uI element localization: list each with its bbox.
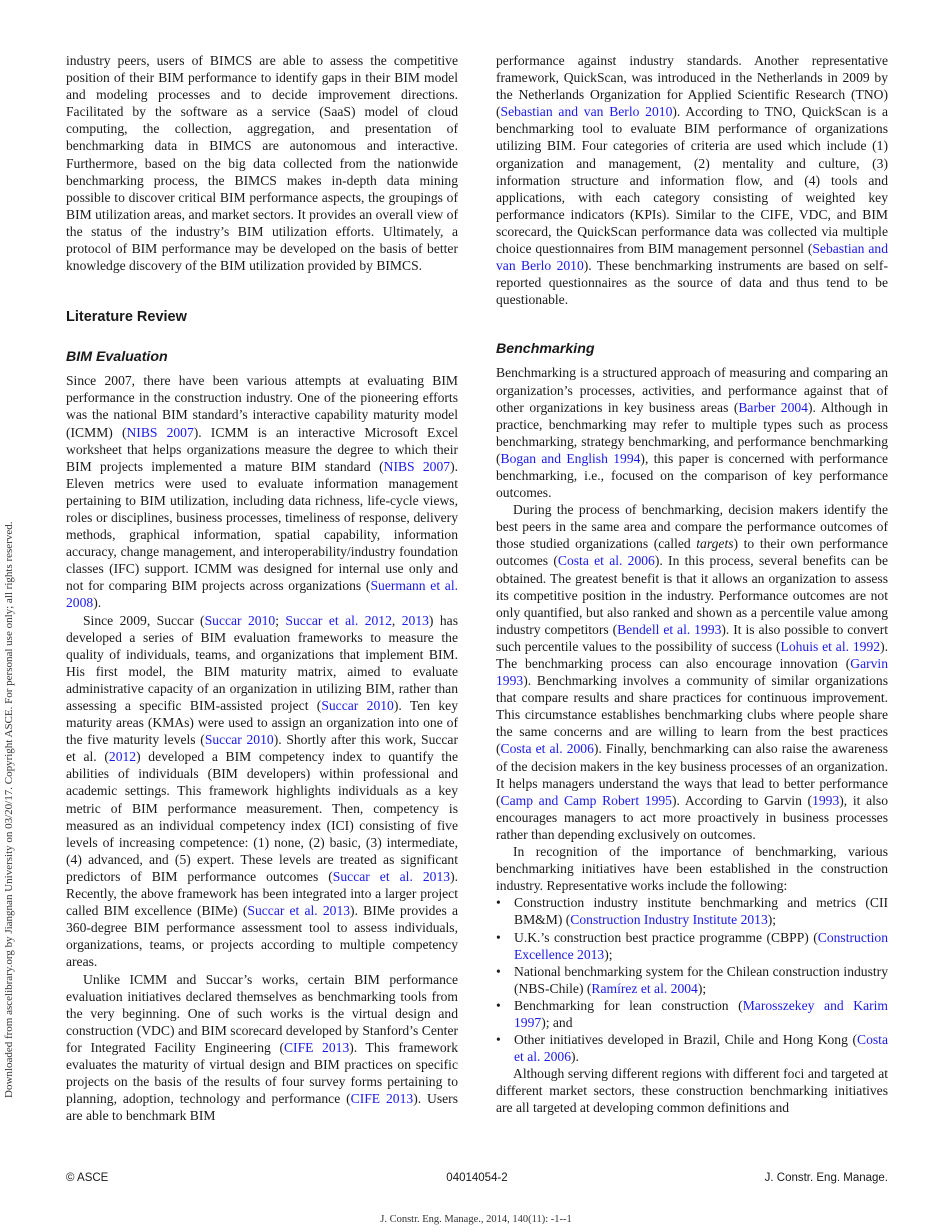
page-footer	[66, 1172, 888, 1188]
list-item	[496, 997, 888, 1031]
text-run: During the process of benchmarking, decision makers identify the best peers in the same area and compare the performance outcomes of those studied organizations (called	[496, 502, 888, 552]
subsection-heading-bim-evaluation: BIM Evaluation	[66, 349, 168, 366]
text-run: );	[767, 912, 777, 928]
text-run: ). Shortly after this work, Succar et al. (	[66, 732, 458, 765]
text-run: ); and	[541, 1014, 573, 1030]
text-run: performance against industry standards. Another representative framework, QuickScan, was introduced in the Netherlands in 2009 by the Netherlands Organization for Applied Scientific Research (TNO) (	[496, 53, 888, 120]
citation-link[interactable]: 2012	[108, 749, 137, 765]
section-heading-literature-review: Literature Review	[66, 309, 187, 326]
citation-link[interactable]: Suermann et al. 2008	[66, 578, 459, 611]
text-run: ,	[391, 612, 402, 628]
bullet-icon: •	[496, 997, 501, 1013]
bullet-icon: •	[496, 929, 501, 945]
download-notice: Downloaded from ascelibrary.org by Jiangnan University on 03/20/17. Copyright ASCE. For personal use only; all rights reserved.	[3, 521, 15, 1098]
citation-link[interactable]: Succar et al. 2012	[285, 612, 392, 628]
text-run: ).	[571, 1049, 579, 1065]
text-run: ). The benchmarking process can also encourage innovation (	[496, 638, 888, 671]
text-run: ). Eleven metrics were used to evaluate information management pertaining to BIM utilization, including data richness, life-cycle views, roles or disciplines, business processes, timeliness of response, delivery methods, graphical information, spatial capability, information accuracy, change management, and interoperability/industry foundation classes (IFC) support. ICMM was designed for internal use only and not for comparing BIM projects across organizations (	[66, 458, 458, 594]
text-run: ). Finally, benchmarking can also raise the awareness of the decision makers in the key business processes of an organization. It helps managers understand the ways that lead to better performance (	[496, 741, 888, 808]
text-run: Construction industry institute benchmarking and metrics (CII BM&M) (	[514, 895, 888, 928]
text-run: Since 2009, Succar (	[83, 612, 205, 628]
bullet-icon: •	[496, 1032, 501, 1048]
citation-link[interactable]: 2013	[401, 612, 429, 628]
initiatives-list	[496, 894, 888, 1065]
text-run: ). This framework evaluates the maturity of virtual design and BIM practices on specific projects on the basis of the results of four survey forms pertaining to planning, adoption, technology and performance (	[66, 1039, 458, 1107]
text-run: ), this paper is concerned with performance benchmarking, i.e., focused on the comparison of key performance outcomes.	[496, 450, 889, 501]
paragraph-bim-eval-2	[66, 612, 458, 971]
citation-link[interactable]: Sebastian and van Berlo 2010	[496, 241, 888, 274]
footer-page-number: 04014054-2	[446, 1172, 508, 1184]
list-item	[496, 929, 888, 963]
text-run: ) developed a BIM competency index to quantify the abilities of individuals (BIM developers) within professional and academic settings. This framework highlights individuals as a key metric of BIM performance measurement. Then, competency is measured as an individual competency index (ICI) consisting of five levels of increasing competence: (1) none, (2) basic, (3) intermediate, (4) advanced, and (5) expert. These levels are treated as significant predictors of BIM performance outcomes (	[66, 749, 458, 884]
citation-link[interactable]: Succar 2010	[204, 732, 274, 748]
citation-link[interactable]: Barber 2004	[738, 399, 808, 415]
citation-link[interactable]: Lohuis et al. 1992	[780, 638, 881, 654]
citation-link[interactable]: Succar 2010	[321, 698, 394, 713]
text-run: Unlike ICMM and Succar’s works, certain BIM performance evaluation initiatives declared themselves as benchmarking tools from the very beginning. One of such works is the virtual design and construction (VDC) and BIM scorecard developed by Stanford’s Center for Integrated Facility Engineering (	[66, 971, 458, 1055]
text-run: );	[697, 980, 707, 996]
paragraph-bim-eval-1	[66, 372, 458, 611]
text-run: ). Benchmarking involves a community of similar organizations that compare results and share practices for continuous improvement. This circumstance establishes benchmarking clubs where people share the same concerns and are willing to learn from the best practices (	[496, 673, 888, 757]
citation-link[interactable]: Succar 2010	[204, 612, 276, 628]
paragraph-benchmarking-4: Although serving different regions with different foci and targeted at different market sectors, these construction benchmarking initiatives are all targeted at developing common definitions and	[496, 1066, 888, 1116]
text-run: ). BIMe provides a 360-degree BIM performance assessment tool to assess individuals, organizations, teams, or projects according to multiple competency areas.	[66, 903, 458, 970]
text-run: ). According to TNO, QuickScan is a benchmarking tool to evaluate BIM performance of organizations utilizing BIM. Four categories of criteria are used which include (1) organization and management, (2) mentality and culture, (3) information structure and information flow, and (4) tools and applications, with each category consisting of weighted key performance indicators (KPIs). Similar to the CIFE, VDC, and BIM scorecard, the QuickScan performance data was collected via multiple choice questionnaires from BIM management personnel (	[496, 104, 888, 257]
footer-journal: J. Constr. Eng. Manage.	[764, 1172, 888, 1184]
text-run: ). Ten key maturity areas (KMAs) were used to assign an organization into one of the five maturity levels (	[66, 698, 458, 748]
paragraph-quickscan	[496, 52, 888, 308]
text-run: U.K.’s construction best practice programme (CBPP) (	[514, 929, 818, 945]
paragraph-bim-eval-3	[66, 971, 458, 1125]
text-run: ).	[93, 595, 102, 611]
intro-paragraph: industry peers, users of BIMCS are able to assess the competitive position of their BIM performance to identify gaps in their BIM model and modeling processes and to decide improvement directions. Facilitated by the software as a service (SaaS) model of cloud computing, the collection, aggregation, and presentation of benchmarking data in BIMCS are autonomous and interactive. Furthermore, based on the big data collected from the nationwide benchmarking process, the BIMCS makes in-depth data mining possible to discover critical BIM performance aspects, the groupings of BIM utilization areas, and market sectors. It provides an overall view of the status of the industry’s BIM utilization efforts. Ultimately, a protocol of BIM performance may be developed on the basis of better knowledge discovery of the BIM utilization provided by BIMCS.	[66, 53, 458, 274]
text-run: Benchmarking for lean construction (	[514, 997, 743, 1013]
footer-copyright: © ASCE	[66, 1172, 109, 1184]
text-run: ). ICMM is an interactive Microsoft Excel worksheet that helps organizations measure the degree to which their BIM projects implemented a mature BIM standard (	[66, 424, 459, 474]
citation-link[interactable]: Bendell et al. 1993	[617, 621, 722, 637]
text-run: ) to their own performance outcomes (	[496, 536, 888, 569]
list-item	[496, 894, 888, 928]
citation-link[interactable]: Camp and Camp Robert 1995	[500, 792, 672, 808]
paragraph-benchmarking-3: In recognition of the importance of benchmarking, various benchmarking initiatives have been established in the construction industry. Representative works include the following:	[496, 844, 888, 894]
citation-link[interactable]: Garvin 1993	[496, 656, 888, 689]
text-run: ). According to Garvin (	[671, 792, 813, 808]
citation-link[interactable]: Construction Excellence 2013	[514, 929, 888, 962]
bullet-icon: •	[496, 895, 501, 911]
text-run: ;	[275, 612, 286, 628]
citation-link[interactable]: 1993	[812, 792, 840, 808]
citation-link[interactable]: CIFE 2013	[350, 1091, 414, 1107]
paragraph-benchmarking-2	[496, 501, 888, 843]
citation-link[interactable]: Succar et al. 2013	[247, 903, 351, 919]
citation-link[interactable]: NIBS 2007	[383, 458, 451, 474]
right-column	[496, 52, 888, 1117]
text-run: ). Recently, the above framework has been integrated into a larger project called BIM excellence (BIMe) (	[66, 868, 459, 919]
citation-link[interactable]: Marosszekey and Karim 1997	[514, 997, 889, 1030]
text-run: Since 2007, there have been various attempts at evaluating BIM performance in the construction industry. One of the pioneering efforts was the national BIM standard’s interactive capability maturity model (ICMM) (	[66, 373, 458, 440]
bullet-icon: •	[496, 963, 501, 979]
subsection-heading-benchmarking: Benchmarking	[496, 341, 595, 358]
list-item	[496, 1031, 888, 1065]
text-run: ) has developed a series of BIM evaluation frameworks to measure the quality of individuals, teams, and organizations that implement BIM. His first model, the BIM maturity matrix, aimed to evaluate administrative capacity of an organization in utilizing BIM, rather than assessing a specific BIM-assisted project (	[66, 612, 458, 713]
emphasis-text: targets	[696, 536, 734, 552]
left-column	[66, 52, 458, 1124]
citation-link[interactable]: Bogan and English 1994	[500, 450, 641, 466]
citation-link[interactable]: Ramírez et al. 2004	[591, 980, 698, 996]
text-run: ). Users are able to benchmark BIM	[66, 1091, 458, 1124]
journal-citation: J. Constr. Eng. Manage., 2014, 140(11): -1--1	[380, 1214, 572, 1225]
text-run: ), it also encourages managers to act more proactively in business processes rather than depending exclusively on outcomes.	[496, 792, 888, 842]
citation-link[interactable]: Costa et al. 2006	[500, 741, 594, 757]
citation-link[interactable]: Construction Industry Institute 2013	[570, 912, 768, 928]
text-run: ). These benchmarking instruments are based on self-reported questionnaires as the source of data and thus tend to be questionable.	[496, 258, 888, 308]
text-run: Benchmarking is a structured approach of measuring and comparing an organization’s processes, activities, and performance against that of other organizations in key business areas (	[496, 365, 888, 415]
citation-link[interactable]: NIBS 2007	[126, 424, 194, 440]
paragraph-benchmarking-1	[496, 364, 888, 501]
text-run: Other initiatives developed in Brazil, Chile and Hong Kong (	[514, 1032, 858, 1048]
text-run: ). Although in practice, benchmarking may refer to multiple types such as process benchmarking, strategy benchmarking, and performance benchmarking (	[496, 399, 888, 466]
text-run: );	[604, 946, 613, 962]
text-run: ). In this process, several benefits can be obtained. The greatest benefit is that it allows an organization to assess its competitive position in the industry. Performance outcomes are not only quantified, but also ranked and shown as a percentile value among industry competitors (	[496, 553, 888, 637]
citation-link[interactable]: Costa et al. 2006	[514, 1032, 888, 1065]
citation-link[interactable]: Costa et al. 2006	[557, 553, 655, 569]
list-item	[496, 963, 888, 997]
citation-link[interactable]: CIFE 2013	[283, 1039, 350, 1055]
text-run: National benchmarking system for the Chilean construction industry (NBS-Chile) (	[514, 963, 888, 996]
citation-link[interactable]: Sebastian and van Berlo 2010	[500, 104, 673, 120]
text-run: ). It is also possible to convert such percentile values to the possibility of success (	[496, 621, 888, 654]
citation-link[interactable]: Succar et al. 2013	[332, 868, 451, 884]
